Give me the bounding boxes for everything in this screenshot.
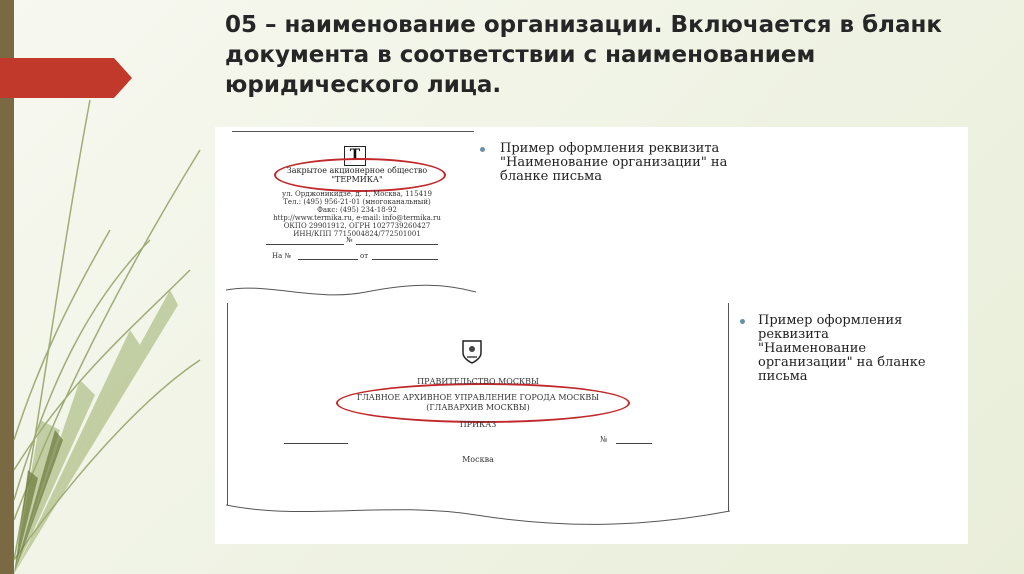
- letterhead-sample-2: [227, 303, 729, 528]
- reply-date-label: от: [360, 252, 369, 260]
- bullet-2-line-4: организации" на бланке: [758, 355, 926, 370]
- addr-line-5: ОКПО 29901912, ОГРН 1027739260427: [283, 222, 431, 230]
- torn-edge: [226, 501, 730, 529]
- number-label: №: [346, 236, 353, 244]
- bullet-dot-2: [740, 319, 745, 324]
- bullet-2-line-2: реквизита: [758, 327, 829, 342]
- government-line: ПРАВИТЕЛЬСТВО МОСКВЫ: [417, 377, 539, 386]
- date-field-line: [284, 443, 348, 444]
- reply-number-label: На №: [272, 252, 292, 260]
- date-field-line: [266, 244, 344, 245]
- org-line-2: "ТЕРМИКА": [331, 175, 383, 184]
- slide-title: 05 – наименование организации. Включается в бланк документа в соответствии с наименованием юридического лица.: [225, 12, 943, 98]
- addr-line-2: Тел.: (495) 956-21-01 (многоканальный): [283, 198, 431, 206]
- addr-line-4: http://www.termika.ru, e-mail: info@termika.ru: [273, 214, 441, 222]
- agency-name-line: ГЛАВНОЕ АРХИВНОЕ УПРАВЛЕНИЕ ГОРОДА МОСКВЫ: [356, 393, 600, 402]
- bullet-2-line-1: Пример оформления: [758, 313, 903, 328]
- bullet-text-2: [758, 314, 926, 384]
- bullet-text-1: [500, 142, 727, 184]
- bullet-2-line-5: письма: [758, 369, 808, 384]
- coat-of-arms-icon: [461, 339, 483, 365]
- number-label: №: [600, 435, 608, 444]
- number-field-line: [356, 244, 438, 245]
- torn-edge: [226, 280, 476, 304]
- bullet-1-line-3: бланке письма: [500, 169, 603, 184]
- reply-date-line: [372, 259, 438, 260]
- order-heading: ПРИКАЗ: [459, 420, 497, 429]
- bullet-dot-1: [480, 147, 485, 152]
- addr-line-6: ИНН/КПП 7715004824/772501001: [293, 230, 421, 238]
- addr-line-3: Факс: (495) 234-18-92: [317, 206, 397, 214]
- letterhead-details: [262, 166, 452, 238]
- org-line-1: Закрытое акционерное общество: [286, 166, 428, 175]
- letterhead-sample-1: [232, 131, 474, 304]
- bullet-1-line-1: Пример оформления реквизита: [500, 141, 720, 156]
- bullet-1-line-2: "Наименование организации" на: [500, 155, 728, 170]
- reply-number-line: [298, 259, 358, 260]
- number-field-line: [616, 443, 652, 444]
- red-arrow-marker: [0, 58, 132, 98]
- company-logo: Т: [344, 146, 366, 166]
- city-label: Москва: [462, 455, 494, 464]
- agency-abbrev-line: (ГЛАВАРХИВ МОСКВЫ): [426, 403, 530, 412]
- bullet-2-line-3: "Наименование: [758, 341, 867, 356]
- addr-line-1: ул. Орджоникидзе, д. 1, Москва, 115419: [282, 190, 432, 198]
